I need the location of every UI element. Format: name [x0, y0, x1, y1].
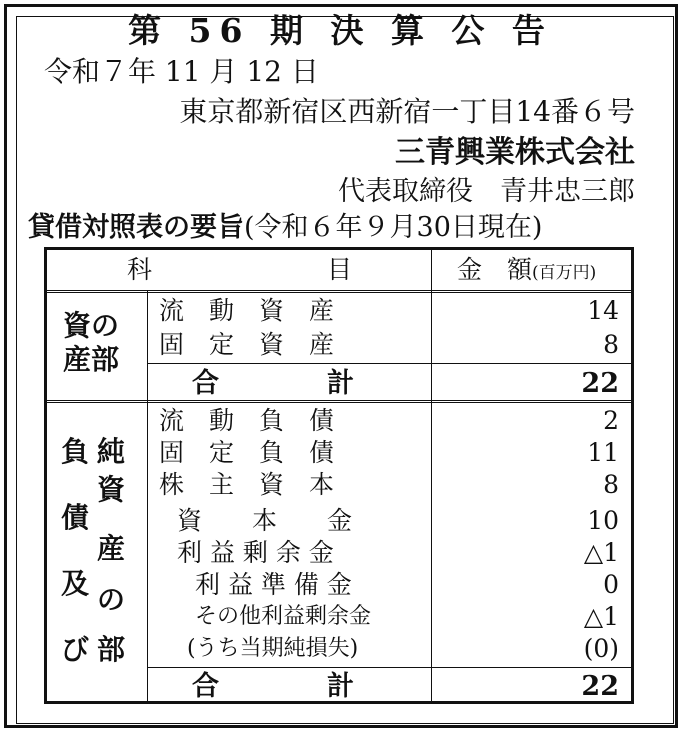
header-amount-column [457, 257, 596, 282]
liab-row-label: 固 定 負 債 [159, 438, 335, 467]
company-address: 東京都新宿区西新宿一丁目14番６号 [179, 95, 635, 128]
representative-name: 代表取締役 青井忠三郎 [338, 176, 635, 207]
liab-row-label: 利 益 準 備 金 [195, 570, 352, 599]
balance-sheet-heading [28, 214, 542, 241]
liab-total-divider [147, 667, 631, 668]
liab-row-value: 0 [603, 570, 619, 599]
liab-row-label: 株 主 資 本 [159, 470, 335, 499]
assets-total-label: 合 計 [192, 368, 354, 399]
liab-side-char: 負 [61, 435, 90, 468]
company-name: 三青興業株式会社 [395, 135, 635, 170]
net-assets-side-char: 産 [97, 532, 126, 565]
liab-row-value: 2 [603, 406, 619, 435]
header-amount-label: 金 額 [457, 255, 533, 284]
assets-total-value: 22 [581, 368, 619, 399]
balance-sheet-table [44, 247, 634, 704]
assets-row-label: 固 定 資 産 [159, 330, 335, 359]
liab-total-value: 22 [581, 671, 619, 702]
header-divider [47, 290, 631, 293]
liab-row-label: 利 益 剰 余 金 [177, 538, 334, 567]
assets-row-label: 流 動 資 産 [159, 296, 335, 325]
amount-column-divider [431, 250, 432, 701]
notice-title: 第 56 期 決 算 公 告 [128, 11, 553, 50]
header-unit: (百万円) [532, 263, 597, 283]
liab-row-label: その他利益剰余金 [195, 604, 372, 629]
assets-side-label-bottom: 産部 [63, 343, 120, 376]
net-assets-side-char: 部 [97, 633, 126, 666]
liab-row-value: 11 [587, 438, 619, 467]
assets-side-label-top: 資の [63, 309, 120, 342]
assets-row-value: 8 [603, 330, 619, 359]
assets-row-value: 14 [587, 296, 619, 325]
notice-date: 令和７年 11 月 12 日 [44, 55, 319, 88]
liab-row-label: 流 動 負 債 [159, 406, 335, 435]
section-divider [47, 400, 631, 403]
header-item-column: 科 目 [127, 255, 353, 284]
liab-side-char: 債 [61, 501, 90, 534]
balance-sheet-period: (令和６年９月30日現在) [244, 212, 543, 243]
assets-total-divider [147, 363, 631, 364]
liab-total-label: 合 計 [192, 671, 354, 702]
liab-side-char: び [61, 633, 90, 666]
liab-row-label: (うち当期純損失) [187, 636, 359, 661]
liab-row-value: (0) [583, 634, 619, 663]
liab-row-value: △1 [583, 602, 619, 631]
liab-row-value: 10 [587, 506, 619, 535]
net-assets-side-char: 資 [97, 473, 126, 506]
liab-row-value: 8 [603, 470, 619, 499]
balance-sheet-title: 貸借対照表の要旨 [28, 212, 244, 243]
net-assets-side-char: の [97, 583, 126, 616]
liab-row-label: 資 本 金 [177, 506, 353, 535]
liab-row-value: △1 [583, 538, 619, 567]
side-column-divider [147, 290, 148, 701]
liab-side-char: 及 [61, 567, 90, 600]
net-assets-side-char: 純 [97, 435, 126, 468]
